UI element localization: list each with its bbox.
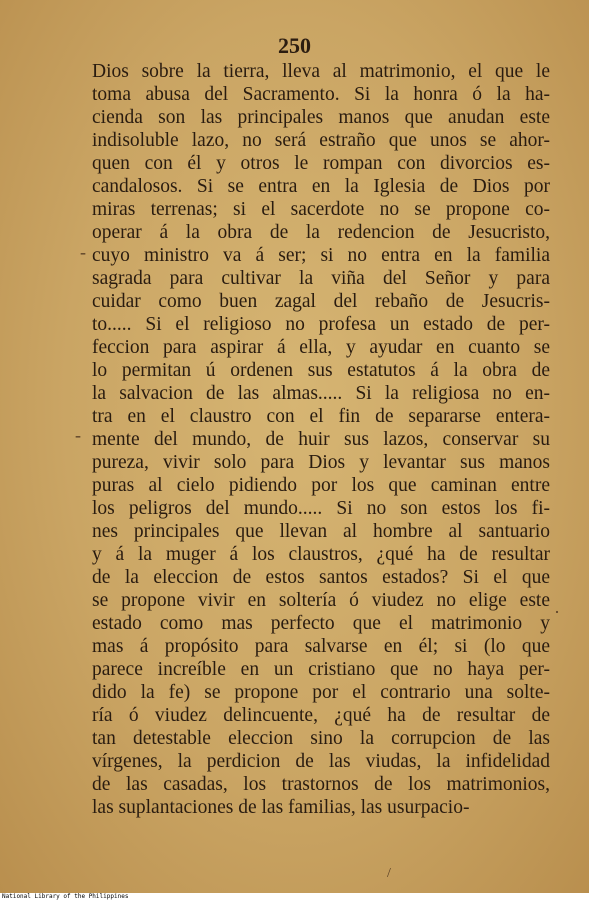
- text-line: feccion para aspirar á ella, y ayudar en cuanto se: [92, 337, 550, 358]
- text-line: los peligros del mundo..... Si no son estos los fi-: [92, 498, 550, 519]
- text-line: Dios sobre la tierra, lleva al matrimonio, el que le: [92, 61, 550, 82]
- text-line: de las casadas, los trastornos de los matrimonios,: [92, 774, 550, 795]
- text-line: operar á la obra de la redencion de Jesucristo,: [92, 222, 550, 243]
- text-line: la salvacion de las almas..... Si la religiosa no en-: [92, 383, 550, 404]
- text-line: mas á propósito para salvarse en él; si (lo que: [92, 636, 550, 657]
- library-credit: National Library of the Philippines: [2, 893, 129, 900]
- text-line: to..... Si el religioso no profesa un estado de per-: [92, 314, 550, 335]
- text-line: y á la muger á los claustros, ¿qué ha de resultar: [92, 544, 550, 565]
- text-line: las suplantaciones de las familias, las usurpacio-: [92, 797, 470, 818]
- text-line: lo permitan ú ordenen sus estatutos á la obra de: [92, 360, 550, 381]
- text-line: indisoluble lazo, no será estraño que unos se ahor-: [92, 130, 550, 151]
- text-line: quen con él y otros le rompan con divorcios es-: [92, 153, 550, 174]
- margin-mark: -: [80, 242, 86, 262]
- text-line: puras al cielo pidiendo por los que caminan entre: [92, 475, 550, 496]
- text-line: mente del mundo, de huir sus lazos, conservar su: [92, 429, 550, 450]
- text-line: ría ó viudez delincuente, ¿qué ha de resultar de: [92, 705, 550, 726]
- text-line: vírgenes, la perdicion de las viudas, la infidelidad: [92, 751, 550, 772]
- margin-mark: ·: [554, 602, 560, 622]
- margin-mark: -: [75, 425, 81, 445]
- text-line: estado como mas perfecto que el matrimonio y: [92, 613, 550, 634]
- body-text: [92, 60, 550, 819]
- page-number: 250: [278, 33, 311, 58]
- margin-mark: /: [387, 866, 391, 881]
- text-line: sagrada para cultivar la viña del Señor y para: [92, 268, 550, 289]
- text-line: de la eleccion de estos santos estados? Si el que: [92, 567, 550, 588]
- text-line: tra en el claustro con el fin de separarse entera-: [92, 406, 550, 427]
- text-line: cienda son las principales manos que anudan este: [92, 107, 550, 128]
- text-line: pureza, vivir solo para Dios y levantar sus manos: [92, 452, 550, 473]
- text-line: parece increíble en un cristiano que no haya per-: [92, 659, 550, 680]
- text-line: dido la fe) se propone por el contrario una solte-: [92, 682, 550, 703]
- text-line: candalosos. Si se entra en la Iglesia de Dios por: [92, 176, 550, 197]
- text-line: cuidar como buen zagal del rebaño de Jesucris-: [92, 291, 550, 312]
- text-line: miras terrenas; si el sacerdote no se propone co-: [92, 199, 550, 220]
- text-line: cuyo ministro va á ser; si no entra en la familia: [92, 245, 550, 266]
- text-line: tan detestable eleccion sino la corrupcion de las: [92, 728, 550, 749]
- text-line: se propone vivir en soltería ó viudez no elige este: [92, 590, 550, 611]
- text-line: nes principales que llevan al hombre al santuario: [92, 521, 550, 542]
- text-line: toma abusa del Sacramento. Si la honra ó la ha-: [92, 84, 550, 105]
